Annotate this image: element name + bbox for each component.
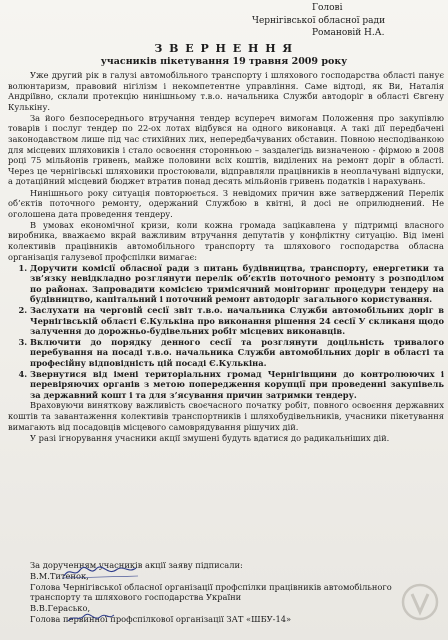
- signer-name: В.В.Герасько,: [30, 603, 91, 614]
- signature-intro: За дорученням учасників акції заяву підписали:: [30, 560, 243, 570]
- demand-item: 4. Звернутися від імені територіальних громад Чернігівщини до контролюючих і перевіряючих органів з метою попередження корупції при проведенні закупівель за державний кошт і та для з’ясування причин затримки тендеру.: [30, 369, 444, 401]
- document-title: З В Е Р Н Е Н Н Я: [154, 42, 294, 55]
- addressee-block: [242, 2, 442, 40]
- signer-role: транспорту та шляхового господарства України: [30, 592, 242, 603]
- signer-name: В.М.Титенок,: [30, 570, 89, 581]
- signer-role: Голова Чернігівської обласної організації профспілки працівників автомобільного: [30, 581, 392, 592]
- handwritten-signature: [66, 612, 116, 624]
- addressee-line: Голові: [312, 3, 343, 13]
- closing-paragraph: Враховуючи виняткову важливість своєчасного початку робіт, повного освоєння державних коштів та завантаження колективів транспортників і шляхобудівельників, учасники пікетування вимагають від посадовців місцевого самоврядування рішучих дій.: [8, 400, 444, 432]
- demand-item: 3. Включити до порядку денного сесії та розглянути доцільність тривалого перебування на посаді т.в.о. начальника Служби автомобільних доріг в області та професійну відповідність цій посаді Є.Кулькіна.: [30, 337, 444, 369]
- body-paragraph: В умовах економічної кризи, коли кожна громада зацікавлена у підтримці власного виробника, вважаємо вкрай важливим втручання депутатів у конфліктну ситуацію. Від імені колективів працівників автомобільного транспорту та шляхового господарства обласна організація галузевої профспілки вимагає:: [8, 219, 444, 262]
- body-paragraph: Нинішнього року ситуація повторюється. З невідомих причин вже затверджений Перелік об’єктів поточного ремонту, одержаний Службою в квітні, й досі не оприлюднений. Не оголошена дата проведення тендеру.: [8, 187, 444, 219]
- watermark-logo-icon: [400, 582, 440, 622]
- demands-list: [8, 263, 444, 401]
- demand-item: 2. Заслухати на черговій сесії звіт т.в.о. начальника Служби автомобільних доріг в Чернігівській області Є.Кулькіна про виконання рішення 24 сесії У скликаня щодо залучення до дорожньо-будівельних робіт місцевих виконавців.: [30, 305, 444, 337]
- addressee-line: Романовій Н.А.: [312, 28, 385, 38]
- handwritten-signature: [60, 564, 140, 580]
- body-paragraph: Уже другий рік в галузі автомобільного транспорту і шляхового господарства області панує волюнтаризм, правовий нігілізм і некомпетентне управління. Саме відтоді, як Ви, Наталія Андріївно, склали протекцію нинішньому т.в.о. начальника Служби автодоріг в області Євгену Кулькіну.: [8, 70, 444, 112]
- body-paragraph: За його безпосереднього втручання тендер всупереч вимогам Положення про закупівлю товарів і послуг тендер по 22-ох лотах відбувся на одного виконавця. А такі дії передбачені законодавством лише під час стихійних лих, непередбачуваних обставин. Повною несподіванкою для місцевих шляховиків і стало освоєння сторонньою – заздалегідь визначеною - фірмою в 2008 році 75 мільйонів гривень, майже половини всіх коштів, виділених на ремонт доріг в області. Через це чернігівські шляховики простоювали, відправляли працівників в неоплачувані відпуски, а дотаційний місцевий бюджет втратив понад десять мільйонів гривень податків і нарахувань.: [8, 112, 444, 187]
- demand-item: 1. Доручити комісії обласної ради з питань будівництва, транспорту, енергетики та зв’язку невідкладно розглянути перелік об’єктів поточного ремонту з розподілом по районах. Запровадити комісією тримісячний моніторинг процедури тендеру на будівництво, капітальний і поточний ремонт автодоріг загального користування.: [30, 263, 444, 305]
- document-subtitle: учасників пікетування 19 травня 2009 року: [100, 56, 348, 67]
- signer-role: Голова первинної профспілкової організації ЗАТ «ШБУ-14»: [30, 613, 292, 624]
- addressee-line: Чернігівської обласної ради: [252, 15, 386, 26]
- document-body: [8, 70, 444, 444]
- closing-paragraph: У разі ігнорування учасники акції змушені будуть вдатися до радикальніших дій.: [30, 432, 390, 443]
